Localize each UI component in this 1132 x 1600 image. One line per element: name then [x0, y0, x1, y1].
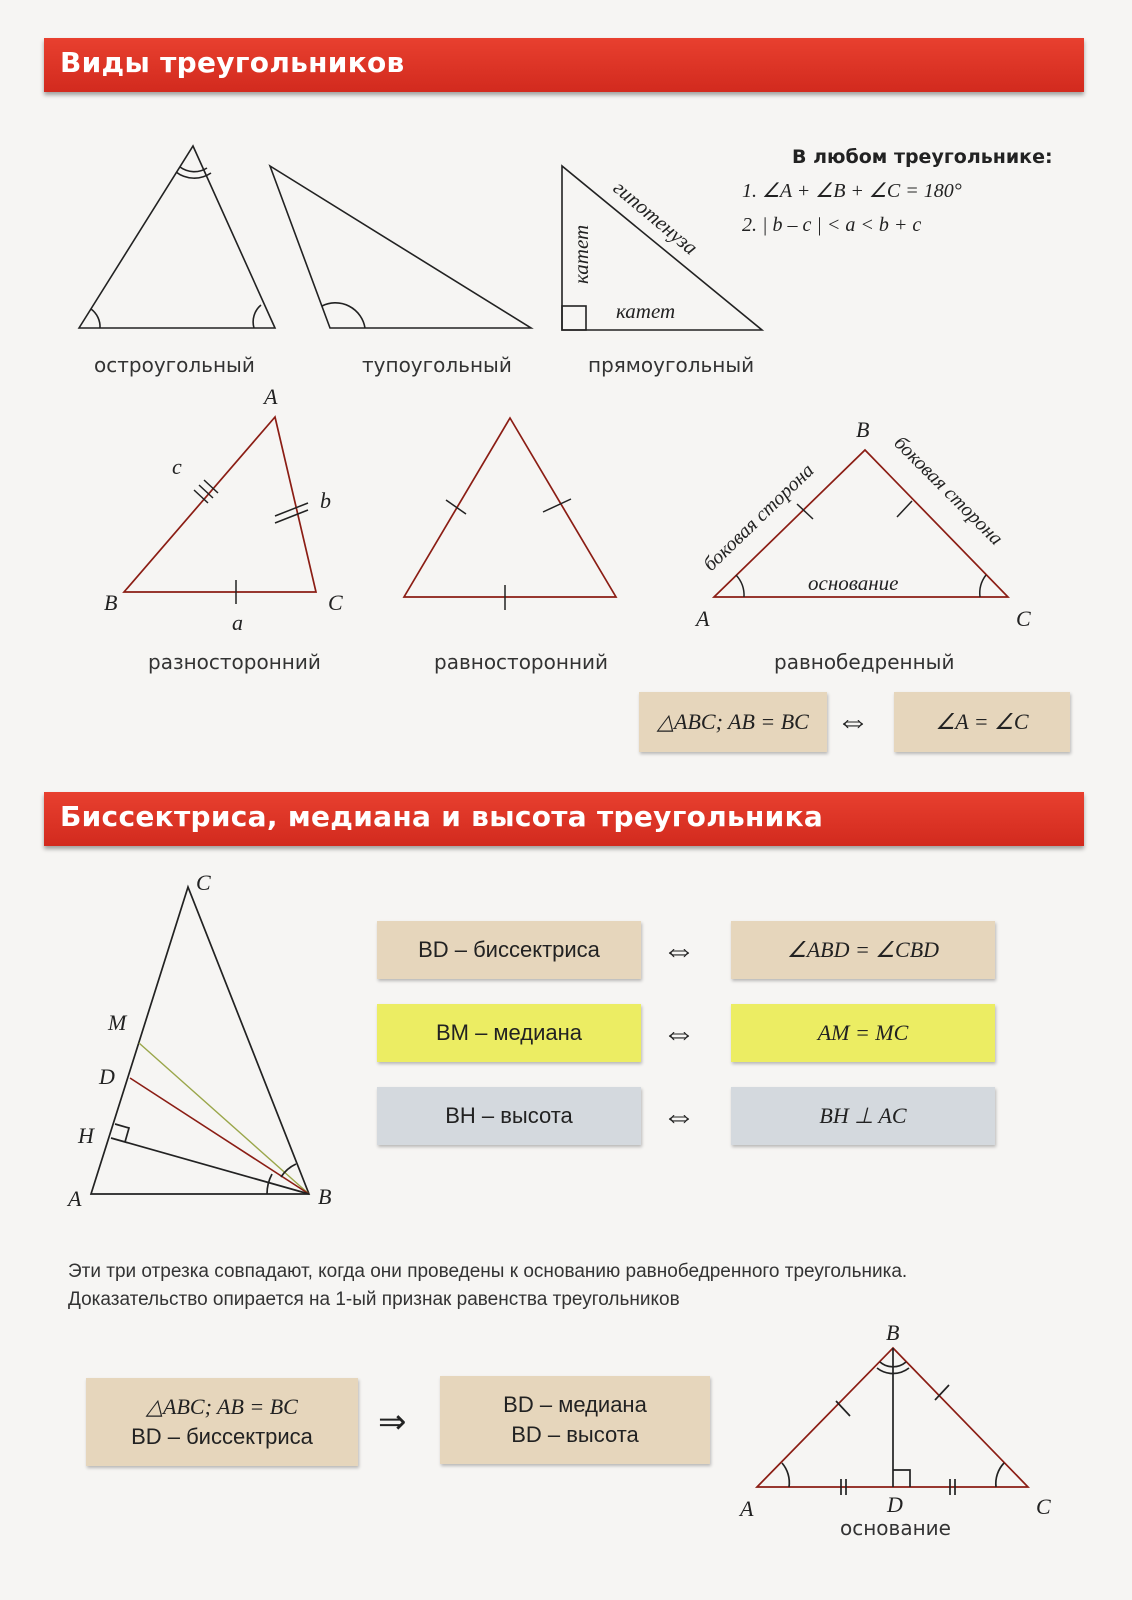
section-title: Биссектриса, медиана и высота треугольника	[60, 800, 824, 833]
given-line-1: △ABC; AB = BC	[146, 1394, 298, 1419]
rule-triangle-inequality: 2. | b – c | < a < b + c	[742, 214, 922, 236]
lateral-side-left: боковая сторона	[699, 459, 819, 576]
obtuse-triangle	[270, 166, 531, 328]
implies-arrow: ⇒	[378, 1403, 407, 1441]
final-point-d: D	[887, 1492, 903, 1517]
caption-obtuse: тупоугольный	[362, 353, 512, 377]
caption-acute: остроугольный	[94, 353, 255, 377]
main-point-d: D	[99, 1064, 115, 1089]
triangle-rules	[742, 140, 1053, 242]
iff-arrow: ⇔	[662, 1014, 696, 1052]
iff-arrow: ⇔	[836, 702, 870, 740]
height-definition: BH – высота	[377, 1087, 641, 1145]
equilateral-triangle	[404, 418, 616, 597]
caption-equilateral: равносторонний	[434, 650, 609, 674]
bisector-triangle	[91, 887, 309, 1194]
isosceles-vertex-b: B	[856, 417, 870, 442]
bisector-condition: ∠ABD = ∠CBD	[731, 921, 995, 979]
caption-isosceles: равнобедренный	[774, 650, 955, 674]
result-line-2: BD – высота	[511, 1422, 639, 1447]
rules-heading: В любом треугольнике:	[792, 146, 1053, 168]
scalene-vertex-c: C	[328, 590, 343, 615]
scalene-side-c: c	[172, 454, 182, 479]
main-vertex-b: B	[318, 1184, 332, 1209]
caption-scalene: разносторонний	[148, 650, 321, 674]
result-box	[440, 1376, 710, 1464]
median-condition: AM = MC	[731, 1004, 995, 1062]
scalene-side-a: a	[232, 610, 243, 635]
median-definition: BM – медиана	[377, 1004, 641, 1062]
isosceles-base-label: основание	[808, 571, 899, 595]
hypotenuse-label: гипотенуза	[608, 175, 703, 260]
result-line-1: BD – медиана	[503, 1392, 647, 1417]
iff-arrow: ⇔	[662, 931, 696, 969]
scalene-side-b: b	[320, 488, 331, 513]
section-title: Виды треугольников	[60, 46, 405, 79]
scalene-triangle	[124, 417, 316, 592]
final-base-label: основание	[840, 1516, 951, 1540]
scalene-vertex-a: A	[264, 384, 278, 409]
isosceles-vertex-c: C	[1016, 606, 1031, 631]
bisector-definition: BD – биссектриса	[377, 921, 641, 979]
leg-horizontal-label: катет	[616, 299, 676, 323]
paragraph-line-1: Эти три отрезка совпадают, когда они проведены к основанию равнобедренного треугольника.	[68, 1261, 908, 1282]
scalene-vertex-b: B	[104, 590, 118, 615]
acute-triangle	[79, 146, 275, 328]
isosceles-given-box: △ABC; AB = BC	[639, 692, 827, 752]
iff-arrow: ⇔	[662, 1097, 696, 1135]
isosceles-angles-box: ∠A = ∠C	[894, 692, 1070, 752]
main-point-m: M	[108, 1010, 127, 1035]
final-vertex-a: A	[740, 1496, 754, 1521]
given-box	[86, 1378, 358, 1466]
coincidence-paragraph	[68, 1258, 1078, 1314]
final-isosceles-triangle	[757, 1348, 1028, 1495]
final-vertex-c: C	[1036, 1494, 1051, 1519]
final-vertex-b: B	[886, 1320, 900, 1345]
isosceles-vertex-a: A	[696, 606, 710, 631]
leg-vertical-label: катет	[569, 224, 593, 284]
height-condition: BH ⊥ AC	[731, 1087, 995, 1145]
lateral-side-right: боковая сторона	[889, 431, 1008, 550]
main-point-h: H	[78, 1123, 94, 1148]
section-banner-segments	[44, 792, 1084, 846]
given-line-2: BD – биссектриса	[131, 1424, 313, 1449]
rule-angle-sum: 1. ∠A + ∠B + ∠C = 180°	[742, 180, 962, 202]
main-vertex-c: C	[196, 870, 211, 895]
caption-right: прямоугольный	[588, 353, 755, 377]
paragraph-line-2: Доказательство опирается на 1-ый признак равенства треугольников	[68, 1289, 680, 1310]
main-vertex-a: A	[68, 1186, 82, 1211]
